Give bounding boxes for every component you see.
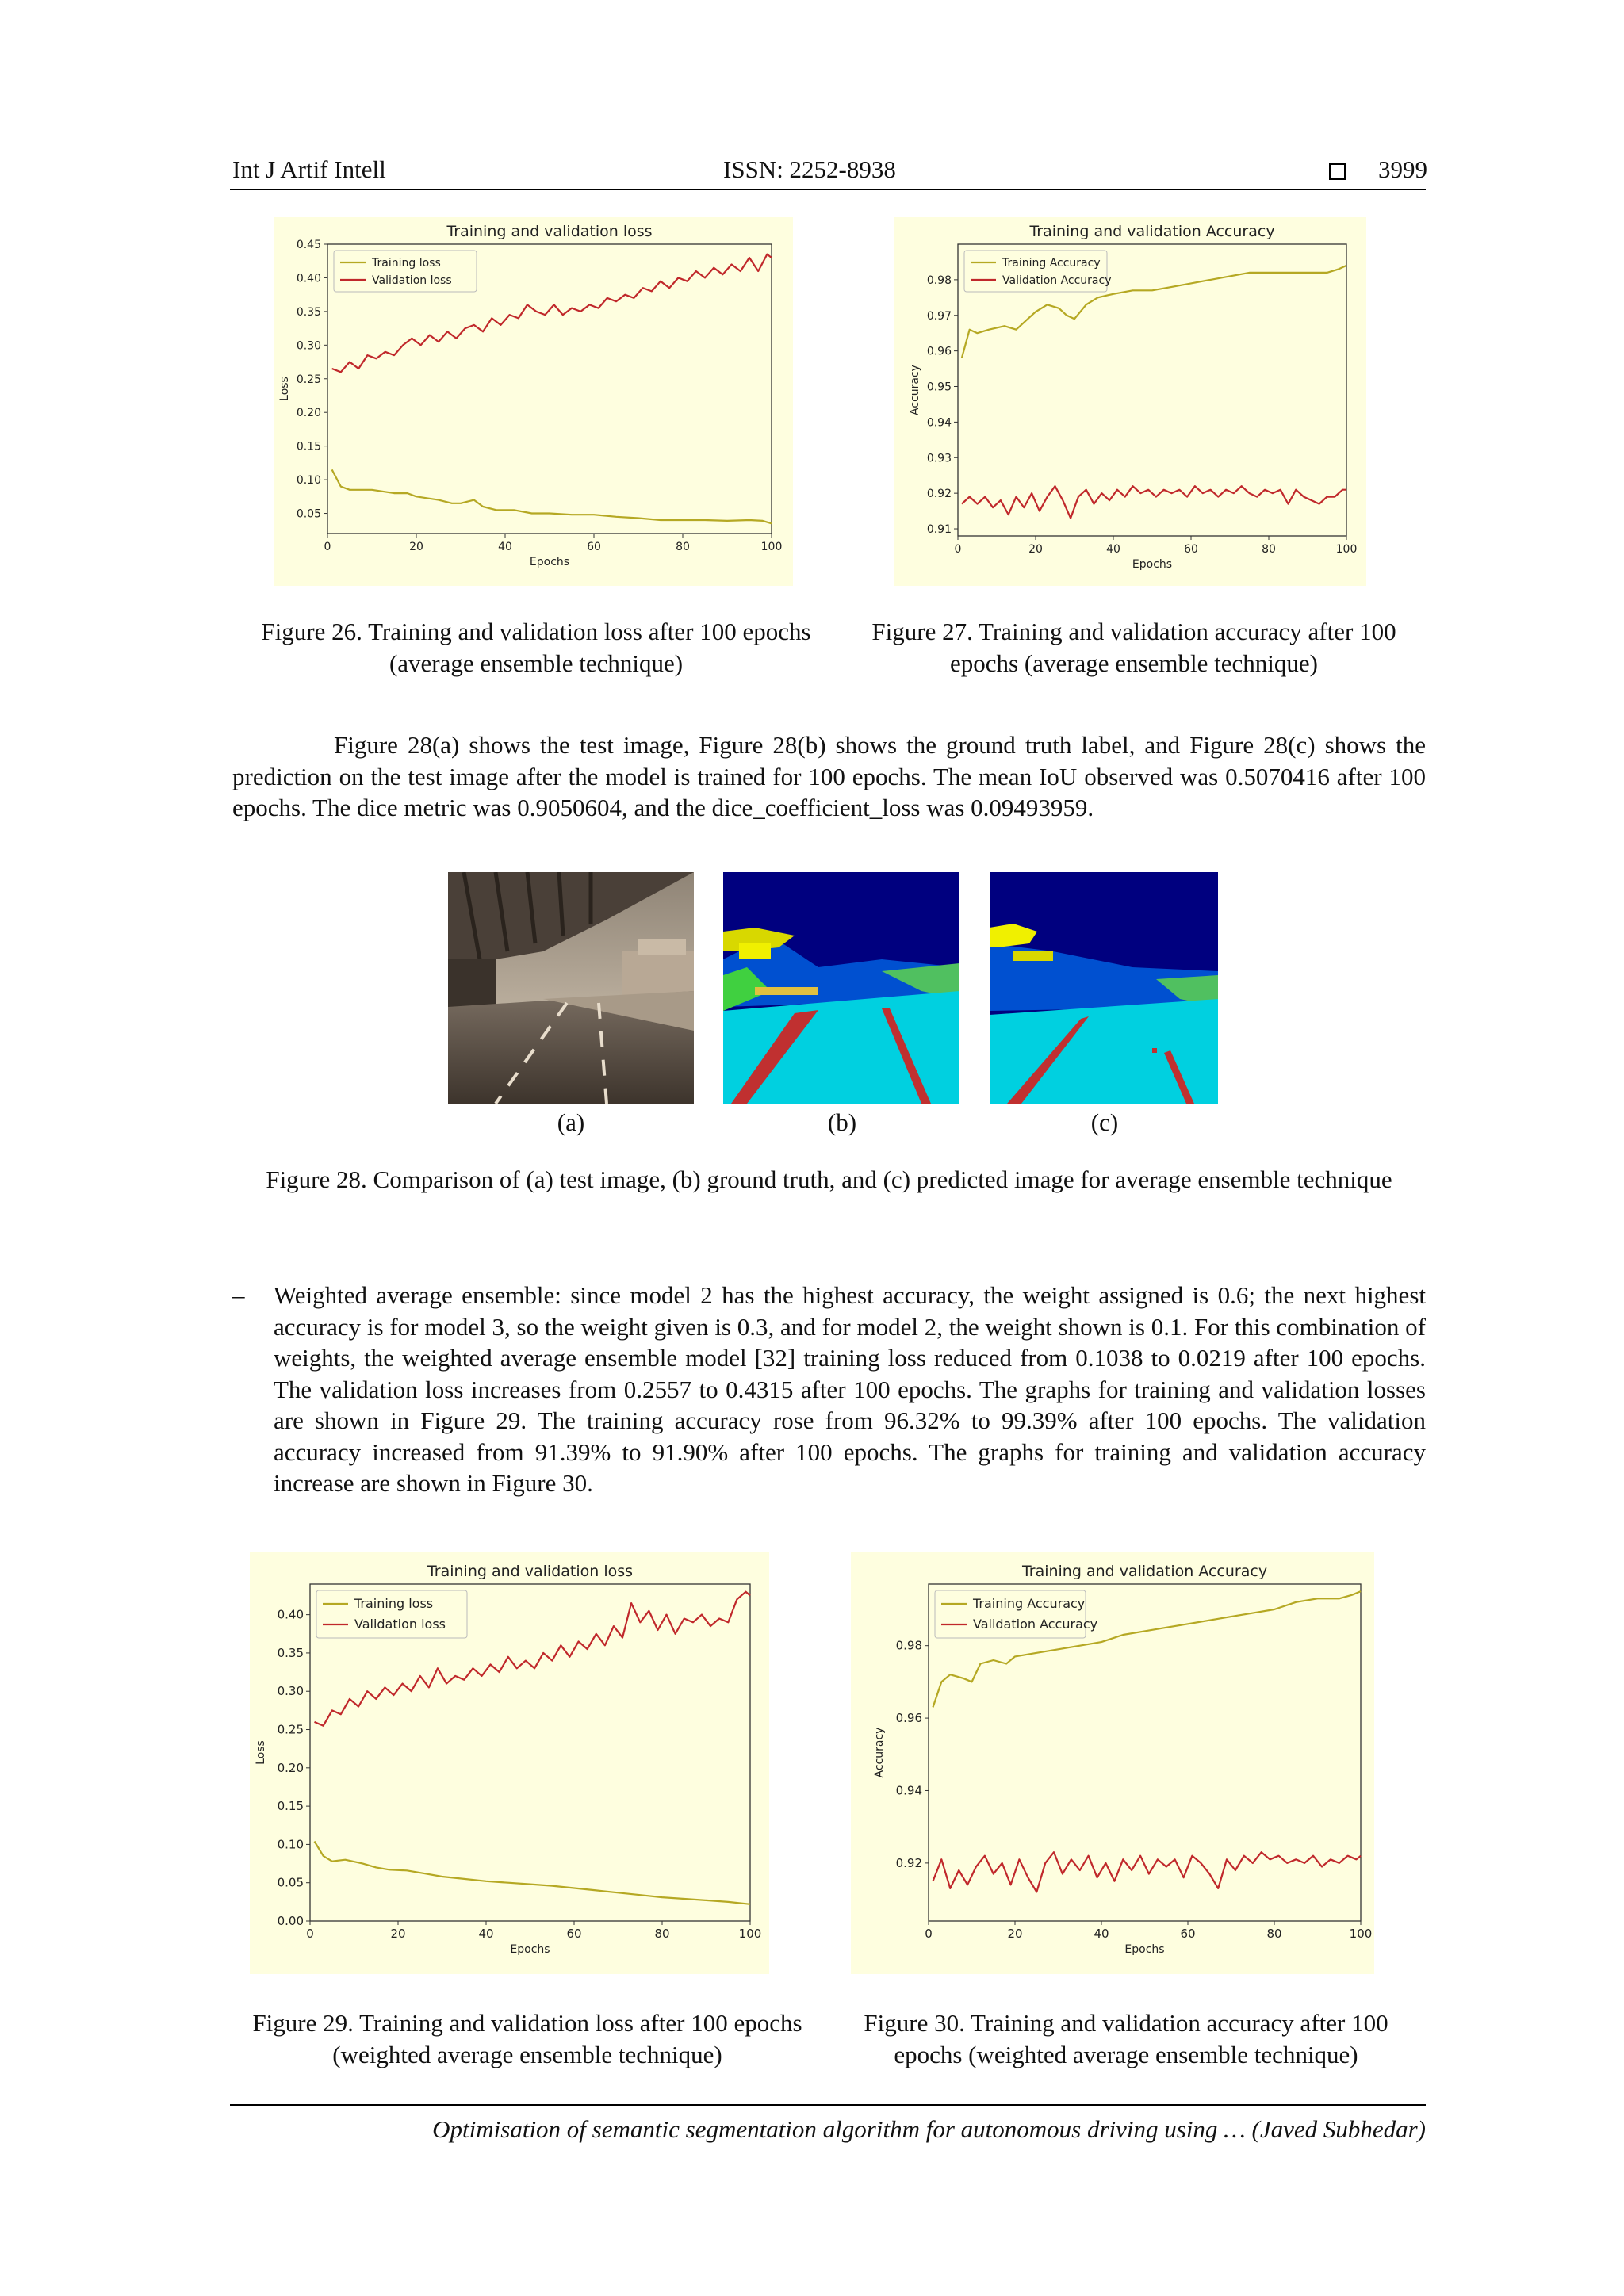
figure-28a-label: (a) [557, 1108, 585, 1136]
y-tick-label: 0.20 [277, 1760, 304, 1775]
x-tick-label: 0 [306, 1927, 314, 1941]
series-line-validation [962, 486, 1346, 518]
y-axis-label: Accuracy [873, 1727, 886, 1778]
x-tick-label: 100 [1335, 543, 1358, 556]
y-axis-label: Loss [255, 1740, 267, 1765]
legend-entry: Training loss [354, 1596, 434, 1611]
y-tick-label: 0.92 [895, 1855, 922, 1870]
figure-28-caption: Figure 28. Comparison of (a) test image, (b) ground truth, and (c) predicted image for average ensemble technique [266, 1165, 1392, 1193]
y-tick-label: 0.98 [895, 1638, 922, 1653]
weighted-ensemble-paragraph: Weighted average ensemble: since model 2 has the highest accuracy, the weight assigned is 0.6; the next highest accuracy is for model 3, so the weight given is 0.3, and for model 2, the weight shown is 0.1. For this combination of weights, the weighted average ensemble model [32] training loss reduced from 0.1038 to 0.0219 after 100 epochs. The validation loss increases from 0.2557 to 0.4315 after 100 epochs. The graphs for training and validation losses are shown in Figure 29. The training accuracy rose from 96.32% to 99.39% after 100 epochs. The validation accuracy increased from 91.39% to 91.90% after 100 epochs. The graphs for training and validation accuracy increase are shown in Figure 30. [274, 1281, 1426, 1497]
legend-entry: Validation loss [354, 1617, 446, 1632]
figure-28c-label: (c) [1090, 1108, 1119, 1136]
y-tick-label: 0.05 [296, 507, 321, 521]
x-tick-label: 20 [409, 541, 423, 553]
y-tick-label: 0.00 [277, 1914, 304, 1928]
figure-27-chart [894, 217, 1366, 586]
y-tick-label: 0.35 [277, 1645, 304, 1660]
x-tick-label: 20 [390, 1927, 406, 1941]
y-tick-label: 0.05 [277, 1875, 304, 1890]
x-tick-label: 80 [1262, 543, 1276, 556]
y-tick-label: 0.15 [296, 440, 321, 453]
x-tick-label: 100 [1349, 1927, 1373, 1941]
y-tick-label: 0.10 [296, 474, 321, 488]
figure-26-svg [274, 217, 793, 586]
x-axis-label: Epochs [1132, 558, 1173, 571]
footer-rule [230, 2104, 1426, 2106]
header-rule [230, 189, 1426, 190]
x-tick-label: 80 [1266, 1927, 1282, 1941]
y-tick-label: 0.96 [895, 1711, 922, 1726]
y-tick-label: 0.15 [277, 1799, 304, 1814]
figure-30-caption: Figure 30. Training and validation accuracy after 100 epochs (weighted average ensemble technique) [864, 2009, 1388, 2068]
legend-entry: Training Accuracy [1002, 257, 1101, 270]
x-tick-label: 40 [1094, 1927, 1109, 1941]
y-axis-label: Loss [278, 377, 291, 401]
y-tick-label: 0.35 [296, 305, 321, 319]
x-tick-label: 0 [925, 1927, 933, 1941]
y-tick-label: 0.93 [926, 452, 952, 465]
figure-28a-test-image [448, 872, 694, 1104]
x-tick-label: 40 [478, 1927, 494, 1941]
x-axis-label: Epochs [529, 556, 570, 568]
y-tick-label: 0.45 [296, 239, 321, 251]
y-tick-label: 0.10 [277, 1837, 304, 1852]
x-tick-label: 80 [676, 541, 690, 553]
y-tick-label: 0.96 [926, 345, 952, 358]
y-tick-label: 0.25 [296, 373, 321, 386]
figure-26-caption: Figure 26. Training and validation loss after 100 epochs (average ensemble technique) [261, 618, 811, 677]
y-tick-label: 0.98 [926, 274, 952, 287]
y-tick-label: 0.25 [277, 1722, 304, 1737]
bullet-marker: – [232, 1281, 245, 1309]
y-tick-label: 0.94 [895, 1783, 922, 1798]
series-line-training [332, 469, 772, 523]
running-footer: Optimisation of semantic segmentation algorithm for autonomous driving using … (Javed Subhedar) [432, 2115, 1426, 2143]
journal-name: Int J Artif Intell [232, 155, 386, 183]
figure-29-svg [250, 1552, 769, 1974]
y-tick-label: 0.92 [926, 488, 952, 501]
paragraph-figure-28: Figure 28(a) shows the test image, Figure 28(b) shows the ground truth label, and Figure 28(c) shows the prediction on the test image after the model is trained for 100 epochs. The mean IoU observed was 0.5070416 after 100 epochs. The dice metric was 0.9050604, and the dice_coefficient_loss was 0.09493959. [232, 731, 1426, 821]
figure-30-svg [851, 1552, 1374, 1974]
figure-29-caption: Figure 29. Training and validation loss after 100 epochs (weighted average ensemble technique) [252, 2009, 802, 2068]
x-tick-label: 40 [498, 541, 512, 553]
figure-28c-prediction [990, 872, 1218, 1104]
x-tick-label: 60 [566, 1927, 582, 1941]
page-number: 3999 [1378, 155, 1427, 183]
y-tick-label: 0.97 [926, 309, 952, 323]
legend-entry: Validation Accuracy [1002, 274, 1112, 287]
y-tick-label: 0.30 [277, 1684, 304, 1699]
y-axis-label: Accuracy [909, 365, 921, 415]
figure-29-chart [250, 1552, 769, 1974]
chart-title: Training and validation loss [427, 1563, 634, 1580]
y-tick-label: 0.94 [926, 416, 952, 430]
figure-27-caption: Figure 27. Training and validation accuracy after 100 epochs (average ensemble technique) [871, 618, 1396, 677]
chart-title: Training and validation loss [446, 223, 653, 240]
x-axis-label: Epochs [510, 1943, 550, 1956]
series-line-training [315, 1842, 751, 1904]
x-tick-label: 0 [324, 541, 331, 553]
series-line-validation [933, 1852, 1362, 1892]
legend-entry: Validation Accuracy [973, 1617, 1098, 1632]
figure-27-svg [894, 217, 1366, 586]
x-tick-label: 60 [1184, 543, 1198, 556]
figure-28b-ground-truth [723, 872, 959, 1104]
x-tick-label: 60 [1180, 1927, 1196, 1941]
legend-entry: Validation loss [372, 274, 452, 287]
x-tick-label: 20 [1028, 543, 1043, 556]
y-tick-label: 0.40 [296, 272, 321, 285]
chart-title: Training and validation Accuracy [1029, 223, 1275, 240]
x-axis-label: Epochs [1124, 1943, 1165, 1956]
y-tick-label: 0.95 [926, 381, 952, 394]
legend-entry: Training Accuracy [973, 1596, 1086, 1611]
x-tick-label: 100 [760, 541, 783, 553]
figure-28b-label: (b) [827, 1108, 857, 1136]
y-tick-label: 0.30 [296, 339, 321, 353]
figure-30-chart [851, 1552, 1374, 1974]
checkbox-icon [1329, 155, 1346, 184]
chart-title: Training and validation Accuracy [1021, 1563, 1268, 1580]
legend-entry: Training loss [372, 257, 441, 270]
issn: ISSN: 2252-8938 [723, 155, 896, 183]
x-tick-label: 60 [587, 541, 601, 553]
x-tick-label: 20 [1007, 1927, 1023, 1941]
figure-26-chart [274, 217, 793, 586]
y-tick-label: 0.91 [926, 523, 952, 537]
x-tick-label: 80 [654, 1927, 670, 1941]
x-tick-label: 0 [954, 543, 962, 556]
y-tick-label: 0.20 [296, 407, 321, 420]
x-tick-label: 100 [738, 1927, 762, 1941]
x-tick-label: 40 [1106, 543, 1120, 556]
y-tick-label: 0.40 [277, 1607, 304, 1622]
